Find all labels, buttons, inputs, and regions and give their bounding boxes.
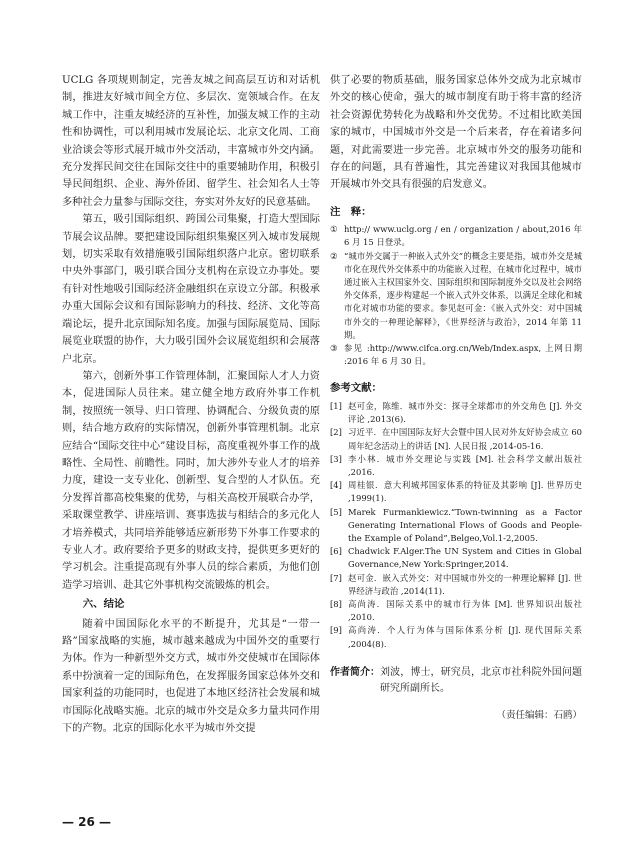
references-list: [330, 400, 582, 651]
left-column: [62, 72, 320, 737]
note-item: [330, 250, 582, 342]
reference-marker: [3]: [330, 453, 342, 464]
reference-item: [330, 400, 582, 426]
reference-marker: [2]: [330, 427, 342, 438]
reference-marker: [8]: [330, 598, 342, 609]
reference-item: [330, 453, 582, 479]
body-paragraph: 供了必要的物质基础，服务国家总体外交成为北京城市外交的核心使命，强大的城市制度有助于将丰富的经济社会资源优势转化为战略和外交优势。不过相比欧美国家的城市，中国城市外交是一个后来者，存在着诸多问题，对此需要进一步完善。北京城市外交的服务功能和存在的问题，具有普遍性，其完善建议对我国其他城市开展城市外交具有很强的启发意义。: [330, 75, 582, 191]
reference-text: Chadwick F.Alger.The UN System and Cities in Global Governance,New York:Springer,2014.: [348, 546, 582, 570]
reference-text: Marek Furmankiewicz.“Town-twinning as a Factor Generating International Flows of Goods and People-the Example of Poland”,Belgeo,Vol.1-2,2005.: [348, 506, 582, 543]
author-text: 刘波，博士，研究员，北京市社科院外国问题研究所副所长。: [380, 666, 582, 694]
note-text: 参见 :http://www.cifca.org.cn/Web/Index.aspx, 上网日期 :2016 年 6 月 30 日。: [344, 343, 582, 367]
note-marker: ①: [330, 224, 338, 235]
reference-marker: [1]: [330, 400, 342, 411]
note-text: http:// www.uclg.org / en / organization / about,2016 年 6 月 15 日登录。: [344, 224, 582, 248]
body-paragraph: 第五，吸引国际组织、跨国公司集聚，打造大型国际节展会议品牌。要把建设国际组织集聚区列入城市发展规划，切实采取有效措施吸引国际组织落户北京。密切联系中央外事部门，吸引联合国分支机构在京设立办事处。要有针对性地吸引国际经济金融组织在京设立分部。积极承办重大国际会议和有国际影响力的科技、经济、文化等高端论坛，提升北京国际知名度。加强与国际展览局、国际展览业联盟的协作，大力吸引国外会议展览组织和会展落户北京。: [62, 214, 320, 365]
note-marker: ③: [330, 343, 338, 354]
reference-item: [330, 506, 582, 546]
author-label: 作者简介：: [330, 666, 380, 678]
editor-credit: （责任编辑：石鸥）: [496, 709, 582, 721]
reference-item: [330, 598, 582, 624]
page-number: — 26 —: [62, 815, 112, 829]
reference-text: 赵可金，陈维．城市外交：探寻全球都市的外交角色 [J]. 外交评论 ,2013(6).: [348, 400, 582, 425]
references-heading: 参考文献：: [330, 382, 382, 395]
body-paragraph: 第六，创新外事工作管理体制，汇聚国际人才人力资本，促进国际人员往来。建立健全地方政府外事工作机制，按照统一领导、归口管理、协调配合、分级负责的原则，结合地方政府的实际情况，创新外事管理机制。北京应结合“国际交往中心”建设目标，高度重视外事工作的战略性、全局性、前瞻性。同时，加大涉外专业人才的培养力度，建设一支专业化、创新型、复合型的人才队伍。充分发挥首都高校集聚的优势，与相关高校开展联合办学，采取课堂教学、讲座培训、赛事选拔与相结合的多元化人才培养模式，共同培养能够适应新形势下外事工作要求的专业人才。政府要给予更多的财政支持，提供更多更好的学习机会。注重提高现有外事人员的综合素质，为他们创造学习培训、赴其它外事机构交流锻炼的机会。: [62, 370, 320, 591]
reference-marker: [6]: [330, 546, 342, 557]
reference-item: [330, 545, 582, 571]
note-text: “城市外交属于一种嵌入式外交”的概念主要是指，城市外交是城市化在现代外交体系中的功能嵌入过程，在城市化过程中，城市通过嵌入主权国家外交、国际组织和国际制度外交以及社会网络外交体系，逐步构建起一个嵌入式外交体系，以满足全球化和城市化对城市功能的要求。参见赵可金：《嵌入式外交：对中国城市外交的一种理论解释》，《世界经济与政治》，2014 年第 11 期。: [344, 250, 582, 340]
note-item: [330, 342, 582, 368]
section-heading: 六、结论: [82, 598, 125, 611]
reference-item: [330, 624, 582, 650]
right-column: [330, 72, 582, 724]
reference-marker: [9]: [330, 625, 342, 636]
notes-list: [330, 223, 582, 368]
reference-text: 李小林．城市外交理论与实践 [M]. 社会科学文献出版社 ,2016.: [348, 453, 582, 477]
notes-heading: 注 释：: [330, 205, 372, 218]
note-item: [330, 223, 582, 249]
reference-marker: [5]: [330, 506, 342, 517]
reference-item: [330, 426, 582, 452]
reference-text: 习近平．在中国国际友好大会暨中国人民对外友好协会成立 60 周年纪念活动上的讲话 [N]. 人民日报 ,2014-05-16.: [348, 427, 582, 451]
reference-text: 赵可金．嵌入式外交：对中国城市外交的一种理论解释 [J]. 世界经济与政治 ,2014(11).: [348, 572, 582, 596]
reference-item: [330, 572, 582, 598]
body-paragraph: 随着中国国际化水平的不断提升，尤其是“一带一路”国家战略的实施，城市越来越成为中国外交的重要行为体。作为一种新型外交方式，城市外交使城市在国际体系中扮演着一定的国际角色，在发挥服务国家总体外交和国家利益的功能同时，也促进了本地区经济社会发展和城市国际化战略实施。北京的城市外交是众多力量共同作用下的产物。北京的国际化水平为城市外交提: [62, 618, 320, 735]
reference-item: [330, 479, 582, 505]
body-paragraph: UCLG 各项规则制定，完善友城之间高层互访和对话机制，推进友好城市间全方位、多层次、宽领域合作。在友城工作中，注重友城经济的互补性，加强友城工作的主动性和协调性，可以利用城市发展论坛、北京文化周、工商业洽谈会等形式展开城市外交活动，丰富城市外交内涵。充分发挥民间交往在国际交往中的重要辅助作用，积极引导民间组织、企业、海外侨团、留学生、社会知名人士等多种社会力量参与国际交往，夯实对外友好的民意基础。: [62, 75, 320, 208]
reference-marker: [7]: [330, 572, 342, 583]
reference-text: 周桂银．意大利城邦国家体系的特征及其影响 [J]. 世界历史 ,1999(1).: [348, 480, 582, 504]
note-marker: ②: [330, 250, 338, 261]
reference-marker: [4]: [330, 480, 342, 491]
reference-text: 高尚涛．国际关系中的城市行为体 [M]. 世界知识出版社 ,2010.: [348, 598, 582, 623]
reference-text: 高尚涛．个人行为体与国际体系分析 [J]. 现代国际关系 ,2004(8).: [348, 625, 582, 649]
author-bio: [330, 665, 582, 697]
